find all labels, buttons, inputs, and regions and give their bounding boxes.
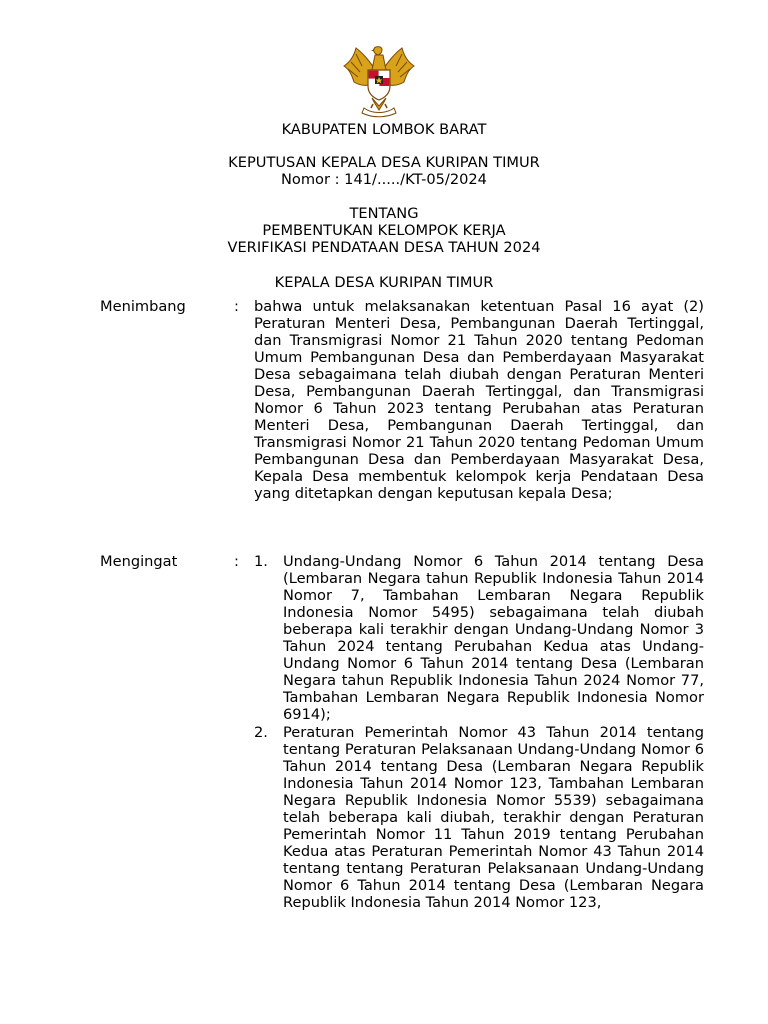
decree-title: KEPUTUSAN KEPALA DESA KURIPAN TIMUR bbox=[228, 154, 540, 171]
mengingat-label: Mengingat bbox=[100, 553, 178, 570]
decree-number: Nomor : 141/...../KT-05/2024 bbox=[281, 171, 487, 188]
mengingat-item-text: Peraturan Pemerintah Nomor 43 Tahun 2014 tentang tentang Peraturan Pelaksanaan Undang-Undang Nomor 6 Tahun 2014 tentang Desa (Lembaran Negara Republik Indonesia Tahun 2014 Nomor 123, Tambahan Lembaran Negara Republik Indonesia Nomor 5539) sebagaimana telah beberapa kali diubah, terakhir dengan Peraturan Pemerintah Nomor 11 Tahun 2019 tentang Perubahan Kedua atas Peraturan Pemerintah Nomor 43 Tahun 2014 tentang tentang Peraturan Pelaksanaan Undang-Undang Nomor 6 Tahun 2014 tentang Desa (Lembaran Negara Republik Indonesia Tahun 2014 Nomor 123, bbox=[283, 724, 704, 911]
authority-title: KEPALA DESA KURIPAN TIMUR bbox=[274, 274, 494, 291]
subject-line-2: VERIFIKASI PENDATAAN DESA TAHUN 2024 bbox=[227, 239, 541, 256]
menimbang-label: Menimbang bbox=[100, 298, 186, 315]
menimbang-colon: : bbox=[234, 298, 239, 315]
mengingat-colon: : bbox=[234, 553, 239, 570]
garuda-pancasila-emblem bbox=[340, 44, 418, 118]
mengingat-item-number: 1. bbox=[254, 553, 268, 570]
menimbang-text: bahwa untuk melaksanakan ketentuan Pasal 16 ayat (2) Peraturan Menteri Desa, Pembangunan Daerah Tertinggal, dan Transmigrasi Nomor 21 Tahun 2020 tentang Pedoman Umum Pembangunan Desa dan Pemberdayaan Masyarakat Desa sebagaimana telah diubah dengan Peraturan Menteri Desa, Pembangunan Daerah Tertinggal, dan Transmigrasi Nomor 6 Tahun 2023 tentang Perubahan atas Peraturan Menteri Desa, Pembangunan Daerah Tertinggal, dan Transmigrasi Nomor 21 Tahun 2020 tentang Pedoman Umum Pembangunan Desa dan Pemberdayaan Masyarakat Desa, Kepala Desa membentuk kelompok kerja Pendataan Desa yang ditetapkan dengan keputusan kepala Desa; bbox=[254, 298, 704, 502]
regency-name: KABUPATEN LOMBOK BARAT bbox=[281, 121, 487, 138]
subject-line-1: PEMBENTUKAN KELOMPOK KERJA bbox=[262, 222, 506, 239]
mengingat-item-number: 2. bbox=[254, 724, 268, 741]
about-label: TENTANG bbox=[349, 205, 419, 222]
mengingat-item-text: Undang-Undang Nomor 6 Tahun 2014 tentang Desa (Lembaran Negara tahun Republik Indonesia Tahun 2014 Nomor 7, Tambahan Lembaran Negara Republik Indonesia Nomor 5495) sebagaimana telah diubah beberapa kali terakhir dengan Undang-Undang Nomor 3 Tahun 2024 tentang Perubahan Kedua atas Undang-Undang Nomor 6 Tahun 2014 tentang Desa (Lembaran Negara tahun Republik Indonesia Tahun 2024 Nomor 77, Tambahan Lembaran Negara Republik Indonesia Nomor 6914); bbox=[283, 553, 704, 723]
